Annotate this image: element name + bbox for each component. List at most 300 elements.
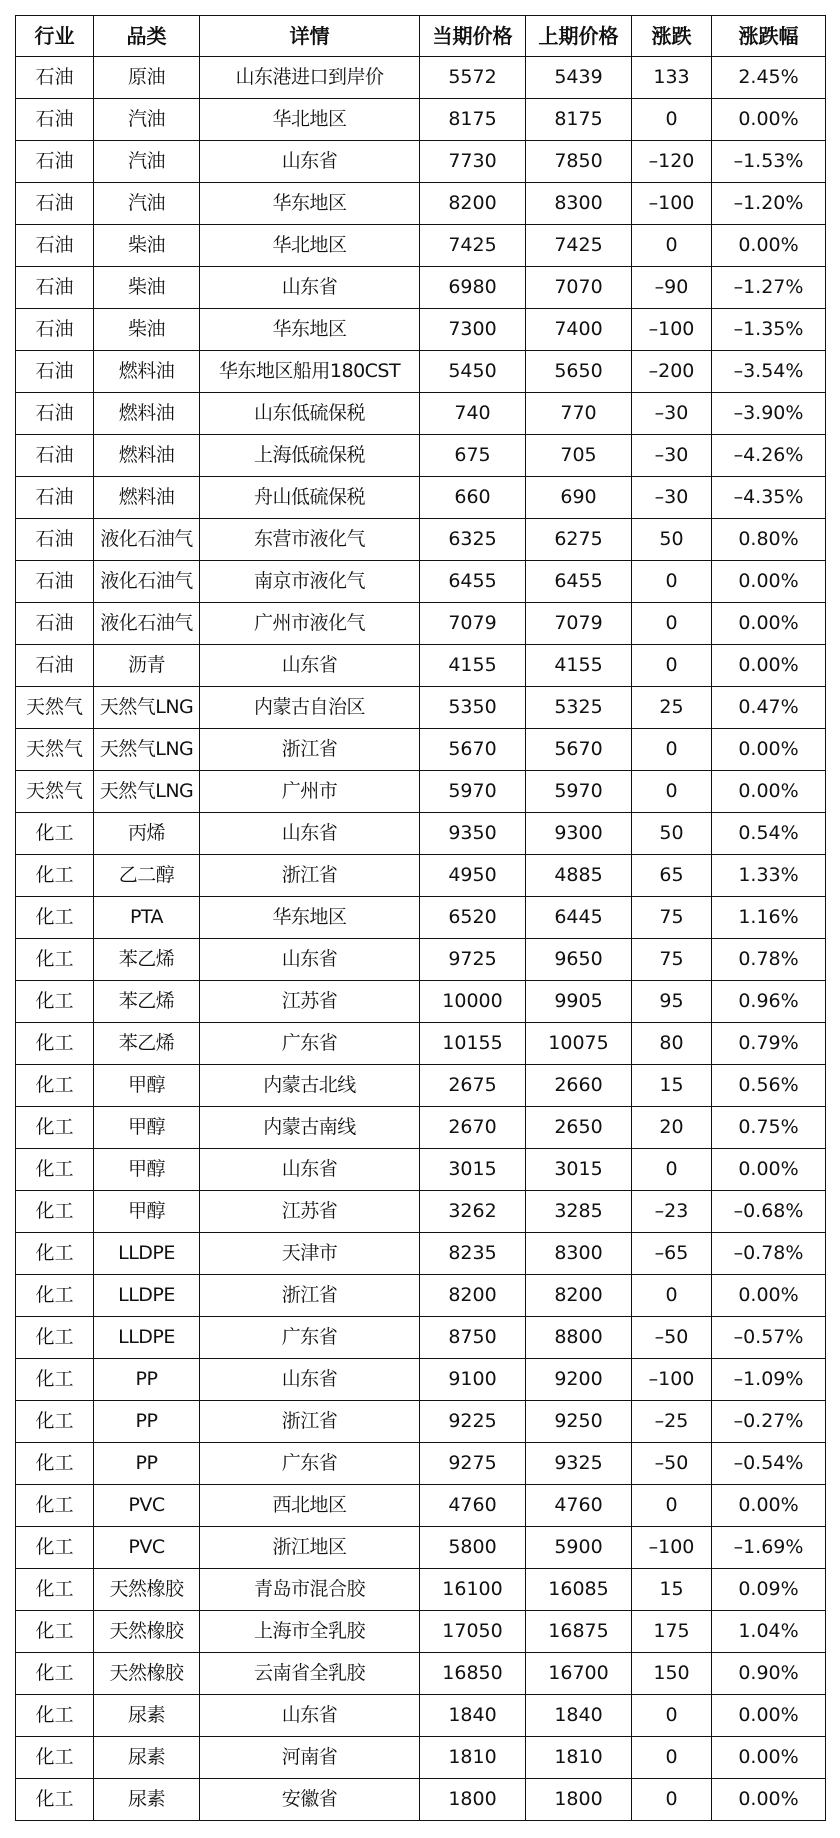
cell-change: 25 xyxy=(632,687,712,729)
cell-change: 15 xyxy=(632,1569,712,1611)
cell-change-percent: 0.00% xyxy=(712,603,826,645)
cell-current-price: 1800 xyxy=(420,1779,526,1821)
cell-category: 燃料油 xyxy=(94,477,200,519)
cell-industry: 化工 xyxy=(16,939,94,981)
cell-details: 山东港进口到岸价 xyxy=(200,57,420,99)
cell-change: –200 xyxy=(632,351,712,393)
cell-change-percent: –4.26% xyxy=(712,435,826,477)
cell-category: PP xyxy=(94,1359,200,1401)
cell-current-price: 6325 xyxy=(420,519,526,561)
table-row xyxy=(16,57,826,99)
cell-change-percent: 0.00% xyxy=(712,1485,826,1527)
cell-change-percent: 0.79% xyxy=(712,1023,826,1065)
header-current-price: 当期价格 xyxy=(420,16,526,57)
cell-details: 南京市液化气 xyxy=(200,561,420,603)
cell-industry: 天然气 xyxy=(16,729,94,771)
cell-current-price: 1840 xyxy=(420,1695,526,1737)
cell-industry: 石油 xyxy=(16,603,94,645)
cell-change-percent: 0.96% xyxy=(712,981,826,1023)
table-row xyxy=(16,1737,826,1779)
cell-change-percent: 0.00% xyxy=(712,771,826,813)
table-row xyxy=(16,1149,826,1191)
cell-industry: 化工 xyxy=(16,1695,94,1737)
cell-change: –100 xyxy=(632,1359,712,1401)
cell-category: 丙烯 xyxy=(94,813,200,855)
table-row xyxy=(16,645,826,687)
table-row xyxy=(16,309,826,351)
cell-previous-price: 5670 xyxy=(526,729,632,771)
cell-current-price: 3015 xyxy=(420,1149,526,1191)
table-header-row xyxy=(16,16,826,57)
table-row xyxy=(16,1359,826,1401)
cell-category: 天然橡胶 xyxy=(94,1653,200,1695)
cell-category: 燃料油 xyxy=(94,393,200,435)
cell-details: 华东地区 xyxy=(200,309,420,351)
cell-current-price: 7079 xyxy=(420,603,526,645)
cell-current-price: 9225 xyxy=(420,1401,526,1443)
cell-industry: 化工 xyxy=(16,1737,94,1779)
cell-change: –100 xyxy=(632,309,712,351)
cell-category: 尿素 xyxy=(94,1737,200,1779)
cell-details: 西北地区 xyxy=(200,1485,420,1527)
cell-change-percent: 0.00% xyxy=(712,1737,826,1779)
cell-previous-price: 705 xyxy=(526,435,632,477)
cell-details: 天津市 xyxy=(200,1233,420,1275)
cell-category: 甲醇 xyxy=(94,1149,200,1191)
cell-industry: 化工 xyxy=(16,1485,94,1527)
cell-current-price: 9100 xyxy=(420,1359,526,1401)
cell-details: 山东省 xyxy=(200,267,420,309)
cell-category: 汽油 xyxy=(94,141,200,183)
table-row xyxy=(16,687,826,729)
cell-details: 山东省 xyxy=(200,1359,420,1401)
cell-details: 青岛市混合胶 xyxy=(200,1569,420,1611)
cell-category: 天然气LNG xyxy=(94,771,200,813)
cell-details: 山东省 xyxy=(200,141,420,183)
cell-current-price: 5350 xyxy=(420,687,526,729)
cell-change-percent: 0.00% xyxy=(712,1695,826,1737)
cell-industry: 化工 xyxy=(16,1023,94,1065)
table-row xyxy=(16,351,826,393)
table-row xyxy=(16,1107,826,1149)
cell-category: PP xyxy=(94,1443,200,1485)
cell-change: 80 xyxy=(632,1023,712,1065)
cell-change-percent: 0.09% xyxy=(712,1569,826,1611)
cell-change-percent: –1.27% xyxy=(712,267,826,309)
cell-industry: 化工 xyxy=(16,1401,94,1443)
cell-category: 苯乙烯 xyxy=(94,981,200,1023)
cell-previous-price: 5439 xyxy=(526,57,632,99)
cell-industry: 天然气 xyxy=(16,771,94,813)
table-row xyxy=(16,267,826,309)
cell-current-price: 5572 xyxy=(420,57,526,99)
cell-category: 尿素 xyxy=(94,1779,200,1821)
cell-category: 天然橡胶 xyxy=(94,1611,200,1653)
cell-category: 天然气LNG xyxy=(94,729,200,771)
cell-change: –25 xyxy=(632,1401,712,1443)
table-row xyxy=(16,1443,826,1485)
cell-details: 浙江省 xyxy=(200,855,420,897)
cell-industry: 石油 xyxy=(16,183,94,225)
cell-change: –90 xyxy=(632,267,712,309)
cell-change: –50 xyxy=(632,1443,712,1485)
cell-change: –30 xyxy=(632,435,712,477)
header-details: 详情 xyxy=(200,16,420,57)
table-row xyxy=(16,1611,826,1653)
cell-previous-price: 4760 xyxy=(526,1485,632,1527)
cell-category: 天然橡胶 xyxy=(94,1569,200,1611)
cell-change-percent: –3.54% xyxy=(712,351,826,393)
cell-industry: 化工 xyxy=(16,981,94,1023)
cell-current-price: 4950 xyxy=(420,855,526,897)
cell-category: LLDPE xyxy=(94,1317,200,1359)
cell-industry: 石油 xyxy=(16,645,94,687)
cell-details: 山东省 xyxy=(200,645,420,687)
cell-details: 山东省 xyxy=(200,1149,420,1191)
cell-industry: 天然气 xyxy=(16,687,94,729)
cell-change-percent: 0.56% xyxy=(712,1065,826,1107)
cell-current-price: 4760 xyxy=(420,1485,526,1527)
header-change-percent: 涨跌幅 xyxy=(712,16,826,57)
cell-current-price: 10000 xyxy=(420,981,526,1023)
cell-current-price: 6520 xyxy=(420,897,526,939)
cell-change: 75 xyxy=(632,897,712,939)
cell-details: 舟山低硫保税 xyxy=(200,477,420,519)
cell-industry: 石油 xyxy=(16,561,94,603)
cell-details: 内蒙古南线 xyxy=(200,1107,420,1149)
cell-previous-price: 1800 xyxy=(526,1779,632,1821)
cell-details: 华东地区船用180CST xyxy=(200,351,420,393)
table-row xyxy=(16,519,826,561)
cell-category: 天然气LNG xyxy=(94,687,200,729)
cell-previous-price: 8200 xyxy=(526,1275,632,1317)
cell-category: 甲醇 xyxy=(94,1191,200,1233)
cell-current-price: 740 xyxy=(420,393,526,435)
table-row xyxy=(16,1401,826,1443)
cell-change: 0 xyxy=(632,771,712,813)
cell-change: 0 xyxy=(632,729,712,771)
cell-details: 安徽省 xyxy=(200,1779,420,1821)
cell-previous-price: 16085 xyxy=(526,1569,632,1611)
cell-change-percent: 0.90% xyxy=(712,1653,826,1695)
header-previous-price: 上期价格 xyxy=(526,16,632,57)
cell-details: 华东地区 xyxy=(200,897,420,939)
table-row xyxy=(16,771,826,813)
table-row xyxy=(16,1317,826,1359)
table-row xyxy=(16,1191,826,1233)
cell-change: 0 xyxy=(632,603,712,645)
cell-category: 燃料油 xyxy=(94,351,200,393)
cell-previous-price: 9250 xyxy=(526,1401,632,1443)
cell-industry: 化工 xyxy=(16,1569,94,1611)
cell-category: 乙二醇 xyxy=(94,855,200,897)
cell-category: 沥青 xyxy=(94,645,200,687)
cell-previous-price: 3285 xyxy=(526,1191,632,1233)
table-row xyxy=(16,813,826,855)
price-table xyxy=(15,15,826,1821)
cell-change-percent: 0.78% xyxy=(712,939,826,981)
cell-details: 江苏省 xyxy=(200,981,420,1023)
table-row xyxy=(16,1527,826,1569)
cell-details: 广东省 xyxy=(200,1443,420,1485)
cell-current-price: 16100 xyxy=(420,1569,526,1611)
cell-previous-price: 4885 xyxy=(526,855,632,897)
cell-current-price: 3262 xyxy=(420,1191,526,1233)
table-row xyxy=(16,1065,826,1107)
table-row xyxy=(16,729,826,771)
cell-industry: 化工 xyxy=(16,1317,94,1359)
cell-category: 柴油 xyxy=(94,267,200,309)
cell-industry: 化工 xyxy=(16,1275,94,1317)
cell-change: 0 xyxy=(632,1149,712,1191)
cell-category: 甲醇 xyxy=(94,1065,200,1107)
cell-change: –30 xyxy=(632,393,712,435)
table-row xyxy=(16,477,826,519)
table-row xyxy=(16,603,826,645)
table-row xyxy=(16,561,826,603)
table-row xyxy=(16,981,826,1023)
cell-category: LLDPE xyxy=(94,1233,200,1275)
cell-change-percent: –1.20% xyxy=(712,183,826,225)
cell-details: 上海市全乳胶 xyxy=(200,1611,420,1653)
cell-previous-price: 690 xyxy=(526,477,632,519)
cell-industry: 化工 xyxy=(16,855,94,897)
cell-category: PP xyxy=(94,1401,200,1443)
cell-previous-price: 1810 xyxy=(526,1737,632,1779)
cell-category: 苯乙烯 xyxy=(94,939,200,981)
cell-change: 65 xyxy=(632,855,712,897)
cell-previous-price: 5970 xyxy=(526,771,632,813)
cell-industry: 化工 xyxy=(16,897,94,939)
table-row xyxy=(16,183,826,225)
cell-current-price: 9725 xyxy=(420,939,526,981)
cell-current-price: 8200 xyxy=(420,183,526,225)
cell-current-price: 660 xyxy=(420,477,526,519)
cell-current-price: 9350 xyxy=(420,813,526,855)
cell-previous-price: 16875 xyxy=(526,1611,632,1653)
cell-change-percent: 1.16% xyxy=(712,897,826,939)
cell-change: –100 xyxy=(632,1527,712,1569)
cell-change: –120 xyxy=(632,141,712,183)
cell-category: 液化石油气 xyxy=(94,561,200,603)
cell-category: 原油 xyxy=(94,57,200,99)
header-category: 品类 xyxy=(94,16,200,57)
cell-change: 0 xyxy=(632,99,712,141)
cell-industry: 化工 xyxy=(16,1149,94,1191)
cell-current-price: 675 xyxy=(420,435,526,477)
cell-industry: 化工 xyxy=(16,1653,94,1695)
cell-change-percent: 0.47% xyxy=(712,687,826,729)
cell-category: 苯乙烯 xyxy=(94,1023,200,1065)
cell-change: –23 xyxy=(632,1191,712,1233)
cell-previous-price: 770 xyxy=(526,393,632,435)
cell-current-price: 8235 xyxy=(420,1233,526,1275)
cell-previous-price: 7850 xyxy=(526,141,632,183)
cell-industry: 化工 xyxy=(16,1527,94,1569)
cell-change-percent: –3.90% xyxy=(712,393,826,435)
cell-current-price: 17050 xyxy=(420,1611,526,1653)
cell-previous-price: 9325 xyxy=(526,1443,632,1485)
cell-current-price: 5450 xyxy=(420,351,526,393)
cell-change: 75 xyxy=(632,939,712,981)
cell-change-percent: 0.75% xyxy=(712,1107,826,1149)
cell-current-price: 2670 xyxy=(420,1107,526,1149)
cell-change: 50 xyxy=(632,519,712,561)
cell-current-price: 5970 xyxy=(420,771,526,813)
cell-change-percent: –0.68% xyxy=(712,1191,826,1233)
cell-previous-price: 9300 xyxy=(526,813,632,855)
cell-industry: 化工 xyxy=(16,1443,94,1485)
cell-category: 液化石油气 xyxy=(94,519,200,561)
cell-previous-price: 3015 xyxy=(526,1149,632,1191)
cell-change: 0 xyxy=(632,645,712,687)
cell-details: 广州市 xyxy=(200,771,420,813)
cell-change-percent: 0.00% xyxy=(712,1275,826,1317)
cell-details: 浙江省 xyxy=(200,729,420,771)
cell-industry: 化工 xyxy=(16,1233,94,1275)
cell-change: –30 xyxy=(632,477,712,519)
table-row xyxy=(16,141,826,183)
cell-details: 华北地区 xyxy=(200,225,420,267)
table-row xyxy=(16,225,826,267)
cell-details: 广东省 xyxy=(200,1317,420,1359)
table-row xyxy=(16,897,826,939)
cell-change-percent: 0.00% xyxy=(712,99,826,141)
cell-change-percent: –4.35% xyxy=(712,477,826,519)
cell-category: PVC xyxy=(94,1485,200,1527)
table-row xyxy=(16,1695,826,1737)
cell-change: 20 xyxy=(632,1107,712,1149)
cell-previous-price: 5650 xyxy=(526,351,632,393)
cell-change-percent: 0.00% xyxy=(712,1149,826,1191)
cell-current-price: 5800 xyxy=(420,1527,526,1569)
cell-change-percent: 0.00% xyxy=(712,225,826,267)
cell-category: 汽油 xyxy=(94,99,200,141)
cell-change-percent: –0.57% xyxy=(712,1317,826,1359)
cell-previous-price: 8300 xyxy=(526,183,632,225)
cell-details: 浙江地区 xyxy=(200,1527,420,1569)
cell-previous-price: 8175 xyxy=(526,99,632,141)
cell-current-price: 7425 xyxy=(420,225,526,267)
cell-change: 0 xyxy=(632,1275,712,1317)
cell-industry: 石油 xyxy=(16,57,94,99)
cell-category: 尿素 xyxy=(94,1695,200,1737)
table-row xyxy=(16,1233,826,1275)
cell-details: 东营市液化气 xyxy=(200,519,420,561)
cell-change: –50 xyxy=(632,1317,712,1359)
cell-previous-price: 7400 xyxy=(526,309,632,351)
cell-category: 汽油 xyxy=(94,183,200,225)
cell-details: 云南省全乳胶 xyxy=(200,1653,420,1695)
cell-category: 柴油 xyxy=(94,309,200,351)
cell-category: PTA xyxy=(94,897,200,939)
cell-current-price: 1810 xyxy=(420,1737,526,1779)
cell-industry: 石油 xyxy=(16,477,94,519)
table-row xyxy=(16,435,826,477)
cell-industry: 石油 xyxy=(16,435,94,477)
table-row xyxy=(16,855,826,897)
cell-change: 150 xyxy=(632,1653,712,1695)
cell-details: 江苏省 xyxy=(200,1191,420,1233)
cell-change: 0 xyxy=(632,1737,712,1779)
cell-current-price: 10155 xyxy=(420,1023,526,1065)
cell-current-price: 6980 xyxy=(420,267,526,309)
cell-details: 浙江省 xyxy=(200,1275,420,1317)
cell-change: 15 xyxy=(632,1065,712,1107)
cell-details: 广东省 xyxy=(200,1023,420,1065)
cell-change: 0 xyxy=(632,1779,712,1821)
cell-industry: 石油 xyxy=(16,393,94,435)
cell-change: 0 xyxy=(632,1485,712,1527)
cell-previous-price: 8300 xyxy=(526,1233,632,1275)
cell-details: 内蒙古自治区 xyxy=(200,687,420,729)
table-row xyxy=(16,99,826,141)
cell-industry: 石油 xyxy=(16,225,94,267)
cell-industry: 石油 xyxy=(16,351,94,393)
cell-details: 山东省 xyxy=(200,939,420,981)
cell-previous-price: 2650 xyxy=(526,1107,632,1149)
cell-industry: 石油 xyxy=(16,141,94,183)
cell-change: –100 xyxy=(632,183,712,225)
cell-details: 浙江省 xyxy=(200,1401,420,1443)
cell-change-percent: 0.00% xyxy=(712,729,826,771)
cell-change-percent: –1.53% xyxy=(712,141,826,183)
cell-previous-price: 4155 xyxy=(526,645,632,687)
cell-details: 山东低硫保税 xyxy=(200,393,420,435)
cell-change-percent: 0.80% xyxy=(712,519,826,561)
cell-current-price: 8200 xyxy=(420,1275,526,1317)
cell-category: LLDPE xyxy=(94,1275,200,1317)
cell-previous-price: 6445 xyxy=(526,897,632,939)
cell-change-percent: –0.54% xyxy=(712,1443,826,1485)
cell-previous-price: 6275 xyxy=(526,519,632,561)
cell-industry: 化工 xyxy=(16,1359,94,1401)
cell-details: 内蒙古北线 xyxy=(200,1065,420,1107)
cell-change-percent: 0.54% xyxy=(712,813,826,855)
cell-change-percent: –0.78% xyxy=(712,1233,826,1275)
cell-change: –65 xyxy=(632,1233,712,1275)
table-body xyxy=(16,57,826,1821)
cell-industry: 化工 xyxy=(16,1779,94,1821)
cell-industry: 石油 xyxy=(16,309,94,351)
cell-change: 95 xyxy=(632,981,712,1023)
cell-change-percent: –1.09% xyxy=(712,1359,826,1401)
cell-current-price: 8175 xyxy=(420,99,526,141)
cell-current-price: 7300 xyxy=(420,309,526,351)
cell-change: 0 xyxy=(632,1695,712,1737)
cell-change: 175 xyxy=(632,1611,712,1653)
cell-industry: 石油 xyxy=(16,519,94,561)
table-row xyxy=(16,1023,826,1065)
cell-details: 华北地区 xyxy=(200,99,420,141)
cell-previous-price: 9200 xyxy=(526,1359,632,1401)
cell-current-price: 9275 xyxy=(420,1443,526,1485)
header-industry: 行业 xyxy=(16,16,94,57)
cell-previous-price: 9650 xyxy=(526,939,632,981)
cell-previous-price: 2660 xyxy=(526,1065,632,1107)
cell-previous-price: 5325 xyxy=(526,687,632,729)
cell-change-percent: 0.00% xyxy=(712,1779,826,1821)
cell-current-price: 7730 xyxy=(420,141,526,183)
cell-industry: 化工 xyxy=(16,1065,94,1107)
table-row xyxy=(16,1569,826,1611)
cell-previous-price: 7079 xyxy=(526,603,632,645)
cell-current-price: 5670 xyxy=(420,729,526,771)
cell-change: 0 xyxy=(632,561,712,603)
cell-change-percent: –1.35% xyxy=(712,309,826,351)
cell-industry: 石油 xyxy=(16,99,94,141)
table-row xyxy=(16,1779,826,1821)
